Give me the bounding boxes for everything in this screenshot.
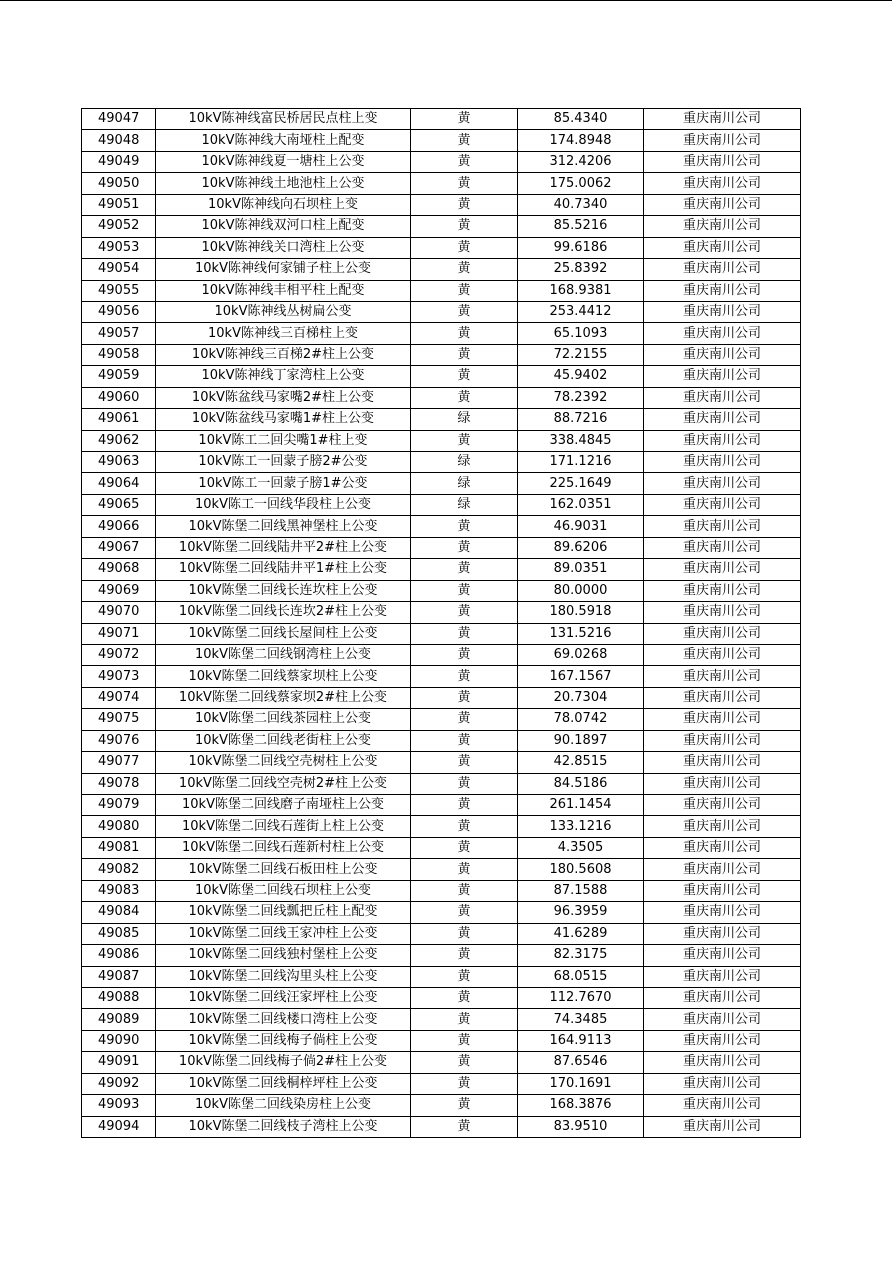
status-color-cell: 黄 [411, 1116, 518, 1137]
transformer-name-cell: 10kV陈神线丁家湾柱上公变 [156, 366, 411, 387]
transformer-name-cell: 10kV陈堡二回线桐梓坪柱上公变 [156, 1073, 411, 1094]
transformer-name-cell: 10kV陈堡二回线瓢把丘柱上配变 [156, 902, 411, 923]
company-cell: 重庆南川公司 [644, 987, 801, 1008]
value-cell: 89.6206 [518, 537, 644, 558]
company-cell: 重庆南川公司 [644, 773, 801, 794]
row-id-cell: 49052 [82, 216, 156, 237]
table-row [82, 452, 801, 473]
value-cell: 168.3876 [518, 1095, 644, 1116]
value-cell: 40.7340 [518, 194, 644, 215]
row-id-cell: 49077 [82, 752, 156, 773]
table-row [82, 194, 801, 215]
status-color-cell: 黄 [411, 387, 518, 408]
transformer-name-cell: 10kV陈神线何家铺子柱上公变 [156, 259, 411, 280]
status-color-cell: 黄 [411, 859, 518, 880]
status-color-cell: 黄 [411, 237, 518, 258]
row-id-cell: 49087 [82, 966, 156, 987]
status-color-cell: 黄 [411, 923, 518, 944]
status-color-cell: 黄 [411, 644, 518, 665]
transformer-name-cell: 10kV陈堡二回线长连坎柱上公变 [156, 580, 411, 601]
transformer-name-cell: 10kV陈神线富民桥居民点柱上变 [156, 109, 411, 130]
table-row [82, 109, 801, 130]
row-id-cell: 49051 [82, 194, 156, 215]
transformer-name-cell: 10kV陈堡二回线黑神堡柱上公变 [156, 516, 411, 537]
status-color-cell: 黄 [411, 945, 518, 966]
company-cell: 重庆南川公司 [644, 580, 801, 601]
company-cell: 重庆南川公司 [644, 516, 801, 537]
status-color-cell: 绿 [411, 494, 518, 515]
status-color-cell: 黄 [411, 1009, 518, 1030]
value-cell: 78.2392 [518, 387, 644, 408]
value-cell: 87.6546 [518, 1052, 644, 1073]
value-cell: 164.9113 [518, 1030, 644, 1051]
company-cell: 重庆南川公司 [644, 216, 801, 237]
table-row [82, 1116, 801, 1137]
status-color-cell: 黄 [411, 109, 518, 130]
company-cell: 重庆南川公司 [644, 473, 801, 494]
transformer-name-cell: 10kV陈神线向石坝柱上变 [156, 194, 411, 215]
value-cell: 4.3505 [518, 837, 644, 858]
value-cell: 69.0268 [518, 644, 644, 665]
value-cell: 85.4340 [518, 109, 644, 130]
transformer-name-cell: 10kV陈堡二回线王家冲柱上公变 [156, 923, 411, 944]
company-cell: 重庆南川公司 [644, 902, 801, 923]
table-row [82, 130, 801, 151]
table-row [82, 687, 801, 708]
row-id-cell: 49085 [82, 923, 156, 944]
transformer-name-cell: 10kV陈堡二回线枝子湾柱上公变 [156, 1116, 411, 1137]
row-id-cell: 49082 [82, 859, 156, 880]
company-cell: 重庆南川公司 [644, 1073, 801, 1094]
row-id-cell: 49080 [82, 816, 156, 837]
value-cell: 25.8392 [518, 259, 644, 280]
value-cell: 338.4845 [518, 430, 644, 451]
company-cell: 重庆南川公司 [644, 537, 801, 558]
transformer-name-cell: 10kV陈神线三百梯2#柱上公变 [156, 344, 411, 365]
transformer-name-cell: 10kV陈神线三百梯柱上变 [156, 323, 411, 344]
value-cell: 42.8515 [518, 752, 644, 773]
status-color-cell: 黄 [411, 344, 518, 365]
row-id-cell: 49049 [82, 151, 156, 172]
company-cell: 重庆南川公司 [644, 494, 801, 515]
status-color-cell: 黄 [411, 537, 518, 558]
status-color-cell: 绿 [411, 452, 518, 473]
company-cell: 重庆南川公司 [644, 1052, 801, 1073]
row-id-cell: 49064 [82, 473, 156, 494]
table-row [82, 387, 801, 408]
table-row [82, 344, 801, 365]
company-cell: 重庆南川公司 [644, 859, 801, 880]
transformer-name-cell: 10kV陈堡二回线梅子倘柱上公变 [156, 1030, 411, 1051]
status-color-cell: 绿 [411, 409, 518, 430]
value-cell: 83.9510 [518, 1116, 644, 1137]
value-cell: 225.1649 [518, 473, 644, 494]
status-color-cell: 黄 [411, 730, 518, 751]
company-cell: 重庆南川公司 [644, 173, 801, 194]
company-cell: 重庆南川公司 [644, 323, 801, 344]
company-cell: 重庆南川公司 [644, 109, 801, 130]
value-cell: 96.3959 [518, 902, 644, 923]
table-row [82, 1052, 801, 1073]
row-id-cell: 49078 [82, 773, 156, 794]
status-color-cell: 黄 [411, 516, 518, 537]
status-color-cell: 黄 [411, 580, 518, 601]
company-cell: 重庆南川公司 [644, 923, 801, 944]
value-cell: 253.4412 [518, 301, 644, 322]
value-cell: 82.3175 [518, 945, 644, 966]
status-color-cell: 黄 [411, 902, 518, 923]
company-cell: 重庆南川公司 [644, 344, 801, 365]
value-cell: 90.1897 [518, 730, 644, 751]
value-cell: 85.5216 [518, 216, 644, 237]
table-row [82, 473, 801, 494]
row-id-cell: 49058 [82, 344, 156, 365]
company-cell: 重庆南川公司 [644, 644, 801, 665]
status-color-cell: 黄 [411, 623, 518, 644]
transformer-name-cell: 10kV陈堡二回线石板田柱上公变 [156, 859, 411, 880]
row-id-cell: 49057 [82, 323, 156, 344]
row-id-cell: 49061 [82, 409, 156, 430]
table-row [82, 837, 801, 858]
status-color-cell: 黄 [411, 666, 518, 687]
transformer-name-cell: 10kV陈工一回线华段柱上公变 [156, 494, 411, 515]
transformer-name-cell: 10kV陈堡二回线石坝柱上公变 [156, 880, 411, 901]
status-color-cell: 黄 [411, 151, 518, 172]
row-id-cell: 49091 [82, 1052, 156, 1073]
row-id-cell: 49070 [82, 602, 156, 623]
company-cell: 重庆南川公司 [644, 237, 801, 258]
table-row [82, 773, 801, 794]
table-row [82, 259, 801, 280]
status-color-cell: 黄 [411, 259, 518, 280]
table-row [82, 366, 801, 387]
table-row [82, 1095, 801, 1116]
transformer-table [81, 108, 801, 1138]
row-id-cell: 49079 [82, 795, 156, 816]
transformer-name-cell: 10kV陈堡二回线长连坎2#柱上公变 [156, 602, 411, 623]
row-id-cell: 49047 [82, 109, 156, 130]
value-cell: 162.0351 [518, 494, 644, 515]
row-id-cell: 49074 [82, 687, 156, 708]
status-color-cell: 黄 [411, 173, 518, 194]
transformer-name-cell: 10kV陈堡二回线梅子倘2#柱上公变 [156, 1052, 411, 1073]
company-cell: 重庆南川公司 [644, 687, 801, 708]
table-row [82, 559, 801, 580]
row-id-cell: 49073 [82, 666, 156, 687]
transformer-name-cell: 10kV陈神线双河口柱上配变 [156, 216, 411, 237]
row-id-cell: 49092 [82, 1073, 156, 1094]
row-id-cell: 49084 [82, 902, 156, 923]
row-id-cell: 49090 [82, 1030, 156, 1051]
status-color-cell: 黄 [411, 130, 518, 151]
transformer-name-cell: 10kV陈堡二回线汪家坪柱上公变 [156, 987, 411, 1008]
transformer-name-cell: 10kV陈神线土地池柱上公变 [156, 173, 411, 194]
table-row [82, 580, 801, 601]
table-row [82, 537, 801, 558]
row-id-cell: 49086 [82, 945, 156, 966]
table-row [82, 1073, 801, 1094]
company-cell: 重庆南川公司 [644, 602, 801, 623]
company-cell: 重庆南川公司 [644, 1030, 801, 1051]
table-row [82, 1009, 801, 1030]
transformer-name-cell: 10kV陈神线大南垭柱上配变 [156, 130, 411, 151]
table-row [82, 237, 801, 258]
table-row [82, 516, 801, 537]
table-row [82, 623, 801, 644]
status-color-cell: 黄 [411, 1030, 518, 1051]
value-cell: 84.5186 [518, 773, 644, 794]
row-id-cell: 49072 [82, 644, 156, 665]
status-color-cell: 黄 [411, 430, 518, 451]
row-id-cell: 49055 [82, 280, 156, 301]
row-id-cell: 49054 [82, 259, 156, 280]
row-id-cell: 49063 [82, 452, 156, 473]
table-row [82, 1030, 801, 1051]
company-cell: 重庆南川公司 [644, 966, 801, 987]
row-id-cell: 49065 [82, 494, 156, 515]
company-cell: 重庆南川公司 [644, 623, 801, 644]
status-color-cell: 黄 [411, 752, 518, 773]
table-row [82, 709, 801, 730]
transformer-name-cell: 10kV陈堡二回线陆井平1#柱上公变 [156, 559, 411, 580]
table-row [82, 323, 801, 344]
row-id-cell: 49075 [82, 709, 156, 730]
value-cell: 89.0351 [518, 559, 644, 580]
row-id-cell: 49048 [82, 130, 156, 151]
company-cell: 重庆南川公司 [644, 816, 801, 837]
value-cell: 168.9381 [518, 280, 644, 301]
transformer-name-cell: 10kV陈堡二回线独村堡柱上公变 [156, 945, 411, 966]
value-cell: 72.2155 [518, 344, 644, 365]
table-row [82, 816, 801, 837]
status-color-cell: 黄 [411, 559, 518, 580]
value-cell: 175.0062 [518, 173, 644, 194]
value-cell: 180.5918 [518, 602, 644, 623]
company-cell: 重庆南川公司 [644, 559, 801, 580]
row-id-cell: 49088 [82, 987, 156, 1008]
transformer-name-cell: 10kV陈工一回蒙子膀2#公变 [156, 452, 411, 473]
value-cell: 99.6186 [518, 237, 644, 258]
status-color-cell: 黄 [411, 366, 518, 387]
company-cell: 重庆南川公司 [644, 730, 801, 751]
table-row [82, 494, 801, 515]
transformer-name-cell: 10kV陈堡二回线磨子南垭柱上公变 [156, 795, 411, 816]
transformer-name-cell: 10kV陈盆线马家嘴2#柱上公变 [156, 387, 411, 408]
transformer-name-cell: 10kV陈神线丛树扁公变 [156, 301, 411, 322]
status-color-cell: 黄 [411, 602, 518, 623]
status-color-cell: 黄 [411, 687, 518, 708]
value-cell: 78.0742 [518, 709, 644, 730]
table-row [82, 795, 801, 816]
value-cell: 87.1588 [518, 880, 644, 901]
row-id-cell: 49076 [82, 730, 156, 751]
transformer-name-cell: 10kV陈盆线马家嘴1#柱上公变 [156, 409, 411, 430]
transformer-name-cell: 10kV陈堡二回线沟里头柱上公变 [156, 966, 411, 987]
company-cell: 重庆南川公司 [644, 1116, 801, 1137]
row-id-cell: 49062 [82, 430, 156, 451]
row-id-cell: 49060 [82, 387, 156, 408]
status-color-cell: 黄 [411, 1073, 518, 1094]
status-color-cell: 黄 [411, 966, 518, 987]
row-id-cell: 49053 [82, 237, 156, 258]
status-color-cell: 黄 [411, 773, 518, 794]
transformer-name-cell: 10kV陈神线夏一塘柱上公变 [156, 151, 411, 172]
value-cell: 133.1216 [518, 816, 644, 837]
value-cell: 170.1691 [518, 1073, 644, 1094]
row-id-cell: 49068 [82, 559, 156, 580]
value-cell: 41.6289 [518, 923, 644, 944]
row-id-cell: 49083 [82, 880, 156, 901]
table-row [82, 945, 801, 966]
page-top-rule [0, 0, 892, 1]
table-row [82, 430, 801, 451]
transformer-name-cell: 10kV陈堡二回线染房柱上公变 [156, 1095, 411, 1116]
value-cell: 112.7670 [518, 987, 644, 1008]
status-color-cell: 黄 [411, 987, 518, 1008]
table-row [82, 216, 801, 237]
row-id-cell: 49093 [82, 1095, 156, 1116]
value-cell: 74.3485 [518, 1009, 644, 1030]
status-color-cell: 黄 [411, 1095, 518, 1116]
transformer-name-cell: 10kV陈堡二回线茶园柱上公变 [156, 709, 411, 730]
company-cell: 重庆南川公司 [644, 945, 801, 966]
value-cell: 312.4206 [518, 151, 644, 172]
transformer-name-cell: 10kV陈堡二回线空壳树2#柱上公变 [156, 773, 411, 794]
value-cell: 65.1093 [518, 323, 644, 344]
value-cell: 171.1216 [518, 452, 644, 473]
company-cell: 重庆南川公司 [644, 452, 801, 473]
company-cell: 重庆南川公司 [644, 259, 801, 280]
company-cell: 重庆南川公司 [644, 301, 801, 322]
table-row [82, 301, 801, 322]
status-color-cell: 黄 [411, 280, 518, 301]
table-row [82, 280, 801, 301]
transformer-name-cell: 10kV陈工一回蒙子膀1#公变 [156, 473, 411, 494]
company-cell: 重庆南川公司 [644, 837, 801, 858]
company-cell: 重庆南川公司 [644, 430, 801, 451]
row-id-cell: 49067 [82, 537, 156, 558]
company-cell: 重庆南川公司 [644, 130, 801, 151]
company-cell: 重庆南川公司 [644, 666, 801, 687]
transformer-name-cell: 10kV陈神线关口湾柱上公变 [156, 237, 411, 258]
company-cell: 重庆南川公司 [644, 752, 801, 773]
transformer-name-cell: 10kV陈堡二回线蔡家坝柱上公变 [156, 666, 411, 687]
company-cell: 重庆南川公司 [644, 709, 801, 730]
value-cell: 261.1454 [518, 795, 644, 816]
table-row [82, 666, 801, 687]
table-row [82, 880, 801, 901]
row-id-cell: 49089 [82, 1009, 156, 1030]
row-id-cell: 49094 [82, 1116, 156, 1137]
transformer-name-cell: 10kV陈堡二回线长屋间柱上公变 [156, 623, 411, 644]
transformer-name-cell: 10kV陈堡二回线钢湾柱上公变 [156, 644, 411, 665]
transformer-name-cell: 10kV陈神线丰相平柱上配变 [156, 280, 411, 301]
company-cell: 重庆南川公司 [644, 409, 801, 430]
status-color-cell: 黄 [411, 709, 518, 730]
transformer-name-cell: 10kV陈工二回尖嘴1#柱上变 [156, 430, 411, 451]
transformer-name-cell: 10kV陈堡二回线陆井平2#柱上公变 [156, 537, 411, 558]
value-cell: 45.9402 [518, 366, 644, 387]
company-cell: 重庆南川公司 [644, 151, 801, 172]
table-row [82, 644, 801, 665]
status-color-cell: 黄 [411, 1052, 518, 1073]
status-color-cell: 黄 [411, 216, 518, 237]
transformer-name-cell: 10kV陈堡二回线老街柱上公变 [156, 730, 411, 751]
status-color-cell: 黄 [411, 837, 518, 858]
company-cell: 重庆南川公司 [644, 387, 801, 408]
company-cell: 重庆南川公司 [644, 366, 801, 387]
row-id-cell: 49050 [82, 173, 156, 194]
table-row [82, 173, 801, 194]
status-color-cell: 黄 [411, 880, 518, 901]
table-row [82, 987, 801, 1008]
value-cell: 46.9031 [518, 516, 644, 537]
value-cell: 174.8948 [518, 130, 644, 151]
table-row [82, 730, 801, 751]
table-row [82, 752, 801, 773]
status-color-cell: 黄 [411, 301, 518, 322]
value-cell: 80.0000 [518, 580, 644, 601]
status-color-cell: 黄 [411, 323, 518, 344]
transformer-name-cell: 10kV陈堡二回线蔡家坝2#柱上公变 [156, 687, 411, 708]
row-id-cell: 49069 [82, 580, 156, 601]
value-cell: 180.5608 [518, 859, 644, 880]
value-cell: 131.5216 [518, 623, 644, 644]
table-row [82, 902, 801, 923]
table-row [82, 923, 801, 944]
company-cell: 重庆南川公司 [644, 194, 801, 215]
company-cell: 重庆南川公司 [644, 280, 801, 301]
table-row [82, 859, 801, 880]
transformer-name-cell: 10kV陈堡二回线楼口湾柱上公变 [156, 1009, 411, 1030]
table-body [82, 109, 801, 1138]
company-cell: 重庆南川公司 [644, 880, 801, 901]
value-cell: 88.7216 [518, 409, 644, 430]
table-row [82, 151, 801, 172]
status-color-cell: 黄 [411, 194, 518, 215]
row-id-cell: 49081 [82, 837, 156, 858]
value-cell: 167.1567 [518, 666, 644, 687]
company-cell: 重庆南川公司 [644, 1095, 801, 1116]
table-row [82, 602, 801, 623]
transformer-name-cell: 10kV陈堡二回线石莲街上柱上公变 [156, 816, 411, 837]
table-row [82, 409, 801, 430]
transformer-name-cell: 10kV陈堡二回线空壳树柱上公变 [156, 752, 411, 773]
transformer-name-cell: 10kV陈堡二回线石莲新村柱上公变 [156, 837, 411, 858]
row-id-cell: 49071 [82, 623, 156, 644]
status-color-cell: 黄 [411, 816, 518, 837]
row-id-cell: 49056 [82, 301, 156, 322]
company-cell: 重庆南川公司 [644, 1009, 801, 1030]
value-cell: 68.0515 [518, 966, 644, 987]
table-row [82, 966, 801, 987]
company-cell: 重庆南川公司 [644, 795, 801, 816]
value-cell: 20.7304 [518, 687, 644, 708]
row-id-cell: 49059 [82, 366, 156, 387]
row-id-cell: 49066 [82, 516, 156, 537]
status-color-cell: 绿 [411, 473, 518, 494]
status-color-cell: 黄 [411, 795, 518, 816]
